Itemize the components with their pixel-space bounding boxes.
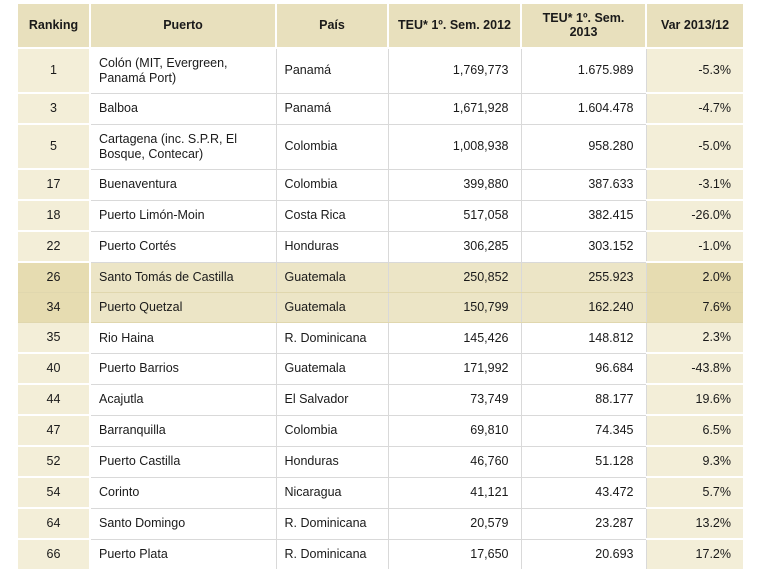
table-row [18,539,743,569]
cell-var: -26.0% [646,200,743,231]
cell-teu-2012: 20,579 [388,508,521,539]
cell-ranking: 54 [18,477,90,508]
cell-var: 13.2% [646,508,743,539]
cell-ranking: 66 [18,539,90,569]
table-row [18,323,743,354]
cell-puerto: Puerto Cortés [90,231,276,262]
cell-ranking: 1 [18,48,90,94]
table-row [18,353,743,384]
cell-pais: Guatemala [276,353,388,384]
cell-teu-2013: 387.633 [521,169,646,200]
table-row [18,262,743,293]
cell-ranking: 35 [18,323,90,354]
cell-pais: Panamá [276,48,388,94]
cell-teu-2012: 306,285 [388,231,521,262]
cell-teu-2012: 171,992 [388,353,521,384]
cell-ranking: 22 [18,231,90,262]
cell-teu-2012: 73,749 [388,384,521,415]
cell-ranking: 34 [18,293,90,323]
cell-puerto: Cartagena (inc. S.P.R, El Bosque, Contecar) [90,124,276,169]
cell-teu-2012: 517,058 [388,200,521,231]
table-row [18,124,743,169]
cell-teu-2013: 958.280 [521,124,646,169]
cell-ranking: 5 [18,124,90,169]
cell-teu-2012: 1,769,773 [388,48,521,94]
table-row [18,293,743,323]
cell-teu-2013: 96.684 [521,353,646,384]
cell-pais: El Salvador [276,384,388,415]
cell-teu-2012: 150,799 [388,293,521,323]
cell-pais: Colombia [276,169,388,200]
cell-puerto: Santo Tomás de Castilla [90,262,276,293]
cell-puerto: Santo Domingo [90,508,276,539]
cell-teu-2013: 1.675.989 [521,48,646,94]
column-header-puerto: Puerto [90,4,276,48]
cell-puerto: Puerto Barrios [90,353,276,384]
cell-puerto: Buenaventura [90,169,276,200]
column-header-pais: País [276,4,388,48]
cell-var: 19.6% [646,384,743,415]
cell-pais: Honduras [276,231,388,262]
cell-puerto: Rio Haina [90,323,276,354]
cell-var: 2.3% [646,323,743,354]
table-row [18,93,743,124]
cell-teu-2012: 41,121 [388,477,521,508]
cell-teu-2013: 51.128 [521,446,646,477]
cell-var: -5.3% [646,48,743,94]
cell-puerto: Corinto [90,477,276,508]
cell-teu-2012: 69,810 [388,415,521,446]
table-header [18,4,743,48]
cell-ranking: 17 [18,169,90,200]
cell-teu-2012: 46,760 [388,446,521,477]
cell-teu-2012: 17,650 [388,539,521,569]
cell-teu-2013: 74.345 [521,415,646,446]
cell-pais: R. Dominicana [276,539,388,569]
cell-var: 9.3% [646,446,743,477]
cell-puerto: Puerto Castilla [90,446,276,477]
table-row [18,415,743,446]
cell-pais: R. Dominicana [276,508,388,539]
column-header-var: Var 2013/12 [646,4,743,48]
cell-pais: R. Dominicana [276,323,388,354]
cell-teu-2012: 1,671,928 [388,93,521,124]
cell-teu-2013: 20.693 [521,539,646,569]
table-row [18,477,743,508]
header-row [18,4,743,48]
cell-puerto: Acajutla [90,384,276,415]
cell-pais: Guatemala [276,293,388,323]
cell-pais: Guatemala [276,262,388,293]
cell-pais: Costa Rica [276,200,388,231]
cell-var: -3.1% [646,169,743,200]
cell-puerto: Barranquilla [90,415,276,446]
table-row [18,446,743,477]
cell-puerto: Balboa [90,93,276,124]
cell-pais: Panamá [276,93,388,124]
cell-ranking: 3 [18,93,90,124]
cell-puerto: Puerto Limón-Moin [90,200,276,231]
cell-ranking: 40 [18,353,90,384]
table-row [18,200,743,231]
table-row [18,508,743,539]
cell-puerto: Colón (MIT, Evergreen, Panamá Port) [90,48,276,94]
cell-teu-2012: 399,880 [388,169,521,200]
cell-ranking: 18 [18,200,90,231]
cell-pais: Colombia [276,124,388,169]
cell-teu-2013: 382.415 [521,200,646,231]
cell-teu-2013: 43.472 [521,477,646,508]
cell-teu-2012: 250,852 [388,262,521,293]
cell-teu-2012: 1,008,938 [388,124,521,169]
column-header-ranking: Ranking [18,4,90,48]
cell-puerto: Puerto Plata [90,539,276,569]
table-row [18,231,743,262]
cell-pais: Nicaragua [276,477,388,508]
cell-teu-2013: 23.287 [521,508,646,539]
cell-puerto: Puerto Quetzal [90,293,276,323]
cell-ranking: 64 [18,508,90,539]
cell-var: 17.2% [646,539,743,569]
cell-ranking: 52 [18,446,90,477]
cell-var: 2.0% [646,262,743,293]
cell-teu-2013: 148.812 [521,323,646,354]
cell-teu-2013: 162.240 [521,293,646,323]
cell-var: 6.5% [646,415,743,446]
cell-var: -4.7% [646,93,743,124]
cell-ranking: 47 [18,415,90,446]
cell-teu-2013: 1.604.478 [521,93,646,124]
cell-var: -1.0% [646,231,743,262]
cell-teu-2012: 145,426 [388,323,521,354]
cell-var: -5.0% [646,124,743,169]
cell-teu-2013: 88.177 [521,384,646,415]
cell-var: 5.7% [646,477,743,508]
cell-teu-2013: 303.152 [521,231,646,262]
table-body [18,48,743,569]
cell-var: 7.6% [646,293,743,323]
cell-pais: Colombia [276,415,388,446]
table-row [18,169,743,200]
cell-var: -43.8% [646,353,743,384]
column-header-teu-2012: TEU* 1º. Sem. 2012 [388,4,521,48]
cell-ranking: 44 [18,384,90,415]
ports-ranking-table [18,4,743,569]
table-row [18,384,743,415]
table-row [18,48,743,94]
cell-ranking: 26 [18,262,90,293]
cell-teu-2013: 255.923 [521,262,646,293]
cell-pais: Honduras [276,446,388,477]
column-header-teu-2013: TEU* 1º. Sem. 2013 [521,4,646,48]
